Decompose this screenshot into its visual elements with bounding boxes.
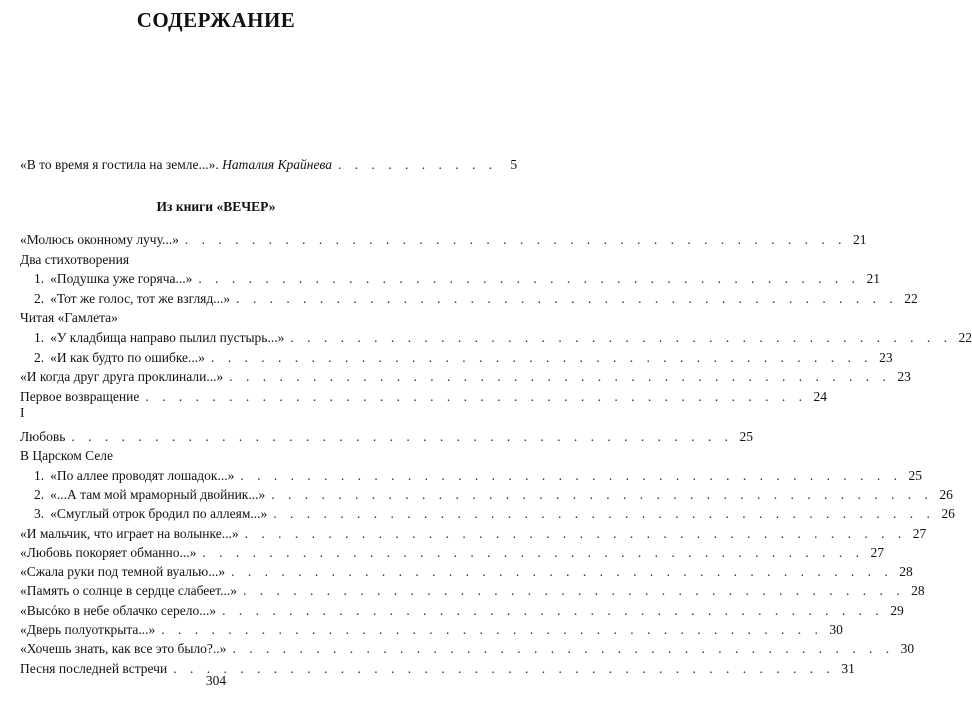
leader-dots: . . . . . . . . . . . . . . . . . . . . . . . . . . . . . . . . . . . . . . . . xyxy=(236,290,898,306)
page-number: 25 xyxy=(908,467,922,483)
entry-title: Читая «Гамлета» xyxy=(20,310,118,326)
toc-entry xyxy=(20,309,413,326)
part-label: I xyxy=(20,405,25,420)
entry-number: 1. xyxy=(34,467,45,483)
toc-subentry xyxy=(34,349,893,366)
entry-title: «Дверь полуоткрыта...» xyxy=(20,622,156,637)
page-number: 27 xyxy=(912,525,927,541)
entry-title: «Любовь покоряет обманно...» xyxy=(20,544,197,560)
page-number: 26 xyxy=(939,486,953,502)
page-number: 24 xyxy=(813,388,827,404)
toc-subentry xyxy=(34,290,918,307)
toc-entry xyxy=(20,640,915,657)
leader-dots: . . . . . . . . . . . . . . . . . . . . . . . . . . . . . . . . . . . . . . . . xyxy=(71,429,734,444)
page-number: 23 xyxy=(897,369,911,385)
toc-entry xyxy=(20,525,927,542)
page-number: 30 xyxy=(900,641,915,657)
leader-dots: . . . . . . . . . . xyxy=(338,157,498,172)
leader-dots: . . . . . . . . . . . . . . . . . . . . . . . . . . . . . . . . . . . . . . . . xyxy=(198,271,861,287)
entry-title: В Царском Селе xyxy=(20,448,114,464)
toc-entry xyxy=(20,582,925,599)
leader-dots: . . . . . . . . . . . . . . . . . . . . . . . . . . . . . . . . . . . . . . . . xyxy=(232,641,895,657)
page-number: 21 xyxy=(853,232,867,247)
section-title: Из книги «ВЕЧЕР» xyxy=(156,199,276,214)
entry-number: 3. xyxy=(34,506,45,522)
toc-entry xyxy=(20,368,911,385)
leader-dots: . . . . . . . . . . . . . . . . . . . . . . . . . . . . . . . . . . . . . . . . xyxy=(271,486,933,502)
leader-dots: . . . . . . . . . . . . . . . . . . . . . . . . . . . . . . . . . . . . . . . . xyxy=(173,660,835,676)
page-number: 23 xyxy=(879,349,893,365)
toc-subentry xyxy=(34,486,953,503)
intro-author: Наталия Крайнева xyxy=(222,157,332,172)
page-number: 29 xyxy=(890,602,904,618)
leader-dots: . . . . . . . . . . . . . . . . . . . . . . . . . . . . . . . . . . . . . . . . xyxy=(210,349,873,365)
entry-title: «Молюсь оконному лучу...» xyxy=(20,232,179,247)
page-number: 28 xyxy=(911,583,925,599)
toc-entry xyxy=(20,388,827,405)
page-number: 30 xyxy=(829,622,843,637)
entry-number: 2. xyxy=(34,486,45,502)
leader-dots: . . . . . . . . . . . . . . . . . . . . . . . . . . . . . . . . . . . . . . . . xyxy=(243,583,905,599)
entry-title: «Сжала руки под темной вуалью...» xyxy=(20,564,226,580)
entry-title: «Память о солнце в сердце слабеет...» xyxy=(20,583,238,599)
toc-entry xyxy=(20,428,754,445)
leader-dots: . . . . . . . . . . . . . . . . . . . . . . . . . . . . . . . . . . . . . . . . xyxy=(202,544,864,560)
intro-text: «В то время я гостила на земле...». xyxy=(20,157,219,172)
entry-title: «И когда друг друга проклинали...» xyxy=(20,369,224,385)
leader-dots: . . . . . . . . . . . . . . . . . . . . . . . . . . . . . . . . . . . . . . . . xyxy=(273,506,935,522)
entry-title: «И мальчик, что играет на волынке...» xyxy=(20,525,239,541)
toc-subentry xyxy=(34,270,881,287)
entry-title: Два стихотворения xyxy=(20,251,130,267)
leader-dots: . . . . . . . . . . . . . . . . . . . . . . . . . . . . . . . . . . . . . . . . xyxy=(184,232,847,247)
leader-dots: . . . . . . . . . . . . . . . . . . . . . . . . . . . . . . . . . . . . . . . . xyxy=(161,622,823,637)
page-number: 28 xyxy=(899,564,913,580)
entry-title: Любовь xyxy=(20,429,66,444)
entry-number: 1. xyxy=(34,330,45,345)
entry-title: Песня последней встречи xyxy=(20,660,168,676)
entry-title: «...А там мой мраморный двойник...» xyxy=(50,486,266,502)
leader-dots: . . . . . . . . . . . . . . . . . . . . . . . . . . . . . . . . . . . . . . . . xyxy=(231,564,893,580)
leader-dots: . . . . . . . . . . . . . . . . . . . . . . . . . . . . . . . . . . . . . . . . xyxy=(145,388,807,404)
toc-entry xyxy=(20,602,904,619)
entry-title: «И как будто по ошибке...» xyxy=(50,349,205,365)
toc-entry xyxy=(20,563,913,580)
toc-entry xyxy=(20,621,843,638)
leader-dots: . . . . . . . . . . . . . . . . . . . . . . . . . . . . . . . . . . . . . . . . xyxy=(244,525,907,541)
page-number: 22 xyxy=(958,330,972,345)
toc-subentry xyxy=(34,329,972,346)
entry-title: «Тот же голос, тот же взгляд...» xyxy=(50,290,231,306)
page-number: 26 xyxy=(941,506,955,522)
page-number: 25 xyxy=(739,429,754,444)
leader-dots: . . . . . . . . . . . . . . . . . . . . . . . . . . . . . . . . . . . . . . . . xyxy=(229,369,891,385)
page-number: 21 xyxy=(866,271,881,287)
entry-number: 1. xyxy=(34,271,45,287)
page-number: 31 xyxy=(841,660,855,676)
toc-entry xyxy=(20,544,884,561)
entry-title: «Хочешь знать, как все это было?..» xyxy=(20,641,227,657)
leader-dots: . . . . . . . . . . . . . . . . . . . . . . . . . . . . . . . . . . . . . . . . xyxy=(222,602,884,618)
toc-subentry xyxy=(34,505,955,522)
leader-dots: . . . . . . . . . . . . . . . . . . . . . . . . . . . . . . . . . . . . . . . . xyxy=(240,467,902,483)
entry-number: 2. xyxy=(34,290,45,306)
page-number: 27 xyxy=(870,544,884,560)
toc-entry xyxy=(20,231,867,248)
leader-dots: . . . . . . . . . . . . . . . . . . . . . . . . . . . . . . . . . . . . . . . . xyxy=(290,330,952,345)
toc-subentry xyxy=(34,467,922,484)
entry-title: Первое возвращение xyxy=(20,388,140,404)
entry-title: «Смуглый отрок бродил по аллеям...» xyxy=(50,506,268,522)
entry-number: 2. xyxy=(34,349,45,365)
page-title: СОДЕРЖАНИЕ xyxy=(136,8,296,32)
entry-title: «Подушка уже горяча...» xyxy=(50,271,193,287)
entry-title: «По аллее проводят лошадок...» xyxy=(50,467,235,483)
toc-row-intro xyxy=(20,156,518,173)
toc-entry xyxy=(20,251,413,268)
page-number: 22 xyxy=(904,290,918,306)
entry-title: «У кладбища направо пылил пустырь...» xyxy=(50,330,285,345)
page-footer-number: 304 xyxy=(205,673,227,688)
toc-entry xyxy=(20,447,413,464)
entry-title: «Высóко в небе облачко серело...» xyxy=(20,602,217,618)
page-number: 5 xyxy=(510,157,518,172)
